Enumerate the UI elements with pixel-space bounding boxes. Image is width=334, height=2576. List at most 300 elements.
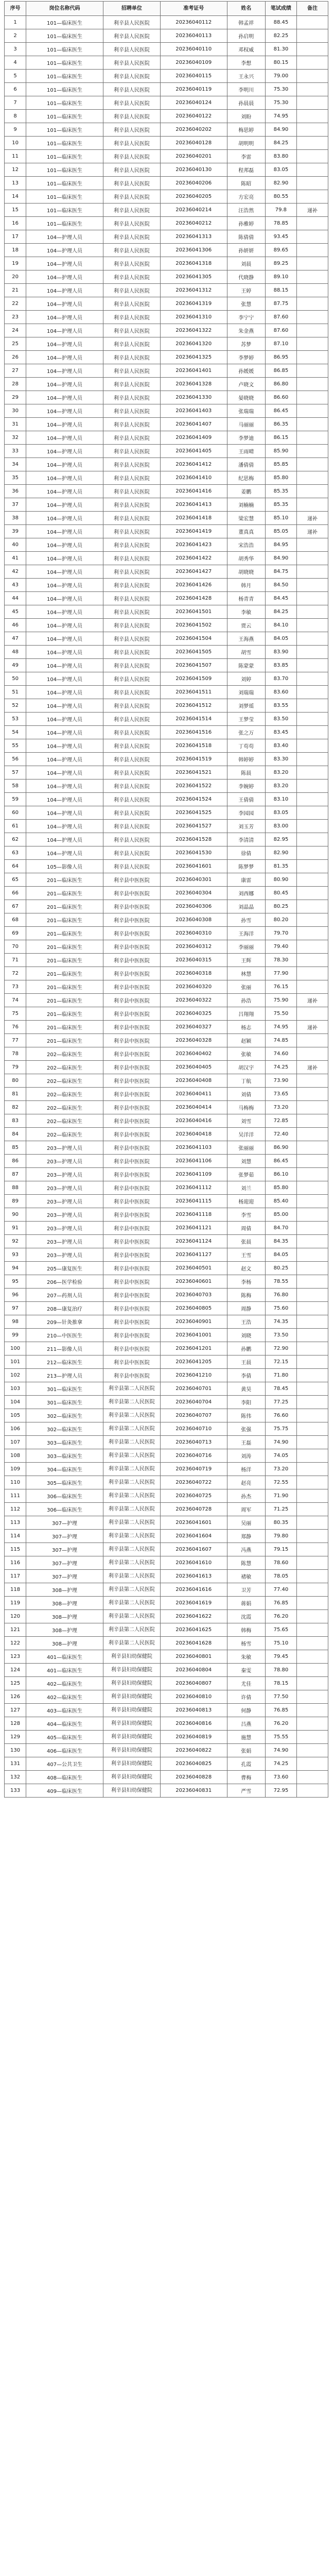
cell-seq: 97 bbox=[5, 1302, 26, 1315]
cell-position: 201—临床医生 bbox=[26, 940, 103, 954]
cell-note bbox=[296, 1583, 328, 1597]
cell-position: 407—公共卫生 bbox=[26, 1757, 103, 1771]
cell-note: 递补 bbox=[296, 512, 328, 525]
cell-unit: 利辛县人民医院 bbox=[103, 605, 160, 619]
cell-name: 吕燕 bbox=[227, 1717, 265, 1731]
table-row bbox=[5, 1597, 328, 1610]
cell-seq: 53 bbox=[5, 713, 26, 726]
cell-seq: 107 bbox=[5, 1436, 26, 1449]
table-row bbox=[5, 1476, 328, 1489]
cell-score: 78.45 bbox=[265, 1382, 296, 1396]
cell-unit: 利辛县中医医院 bbox=[103, 1208, 160, 1222]
cell-name: 李杨 bbox=[227, 1275, 265, 1289]
cell-ticket: 20236040704 bbox=[160, 1396, 227, 1409]
cell-ticket: 20236041325 bbox=[160, 351, 227, 364]
cell-ticket: 20236040828 bbox=[160, 1771, 227, 1784]
cell-name: 刘西娜 bbox=[227, 887, 265, 900]
table-row bbox=[5, 619, 328, 632]
table-row bbox=[5, 351, 328, 364]
cell-name: 李雪 bbox=[227, 1208, 265, 1222]
cell-seq: 75 bbox=[5, 1007, 26, 1021]
cell-note bbox=[296, 1543, 328, 1556]
cell-score: 81.35 bbox=[265, 860, 296, 873]
cell-position: 101—临床医生 bbox=[26, 177, 103, 190]
table-row bbox=[5, 1195, 328, 1208]
cell-seq: 89 bbox=[5, 1195, 26, 1208]
cell-seq: 131 bbox=[5, 1757, 26, 1771]
cell-position: 101—临床医生 bbox=[26, 150, 103, 163]
cell-ticket: 20236041328 bbox=[160, 378, 227, 391]
cell-note bbox=[296, 83, 328, 96]
cell-name: 刘楠楠 bbox=[227, 498, 265, 512]
cell-position: 104—护理人员 bbox=[26, 565, 103, 579]
cell-ticket: 20236041512 bbox=[160, 699, 227, 713]
cell-name: 丁苟苟 bbox=[227, 739, 265, 753]
cell-unit: 利辛县人民医院 bbox=[103, 270, 160, 284]
cell-unit: 利辛县人民医院 bbox=[103, 16, 160, 29]
cell-seq: 15 bbox=[5, 204, 26, 217]
cell-unit: 利辛县第二人民医院 bbox=[103, 1436, 160, 1449]
table-row bbox=[5, 1275, 328, 1289]
cell-ticket: 20236040206 bbox=[160, 177, 227, 190]
cell-unit: 利辛县第二人民医院 bbox=[103, 1583, 160, 1597]
cell-seq: 36 bbox=[5, 485, 26, 498]
cell-unit: 利辛县中医医院 bbox=[103, 1222, 160, 1235]
cell-ticket: 20236040825 bbox=[160, 1757, 227, 1771]
cell-unit: 利辛县人民医院 bbox=[103, 753, 160, 766]
cell-score: 81.30 bbox=[265, 43, 296, 56]
cell-name: 李想 bbox=[227, 56, 265, 70]
cell-seq: 93 bbox=[5, 1248, 26, 1262]
cell-seq: 45 bbox=[5, 605, 26, 619]
table-row bbox=[5, 967, 328, 980]
cell-ticket: 20236041121 bbox=[160, 1222, 227, 1235]
cell-note bbox=[296, 873, 328, 887]
cell-position: 307—护理 bbox=[26, 1543, 103, 1556]
cell-score: 79.40 bbox=[265, 940, 296, 954]
table-row bbox=[5, 1717, 328, 1731]
cell-position: 104—护理人员 bbox=[26, 726, 103, 739]
cell-ticket: 20236041410 bbox=[160, 471, 227, 485]
cell-name: 刘慧 bbox=[227, 1155, 265, 1168]
cell-ticket: 20236040713 bbox=[160, 1436, 227, 1449]
cell-ticket: 20236040115 bbox=[160, 70, 227, 83]
cell-note bbox=[296, 1704, 328, 1717]
cell-position: 104—护理人员 bbox=[26, 257, 103, 270]
cell-ticket: 20236041210 bbox=[160, 1369, 227, 1382]
cell-note bbox=[296, 1289, 328, 1302]
cell-name: 严雪 bbox=[227, 1784, 265, 1798]
cell-unit: 利辛县中医医院 bbox=[103, 994, 160, 1007]
cell-name: 李园园 bbox=[227, 806, 265, 820]
cell-note bbox=[296, 980, 328, 994]
cell-position: 401—临床医生 bbox=[26, 1664, 103, 1677]
cell-position: 308—护理 bbox=[26, 1610, 103, 1623]
cell-ticket: 20236041522 bbox=[160, 779, 227, 793]
cell-note: 递补 bbox=[296, 525, 328, 538]
cell-score: 83.55 bbox=[265, 699, 296, 713]
cell-ticket: 20236040822 bbox=[160, 1744, 227, 1757]
cell-note bbox=[296, 1449, 328, 1463]
cell-name: 陈慧 bbox=[227, 1556, 265, 1570]
cell-seq: 76 bbox=[5, 1021, 26, 1034]
cell-name: 赵颖 bbox=[227, 1034, 265, 1047]
table-row bbox=[5, 230, 328, 244]
cell-unit: 利辛县妇幼保健院 bbox=[103, 1744, 160, 1757]
cell-note bbox=[296, 1637, 328, 1650]
cell-name: 梅思婷 bbox=[227, 123, 265, 137]
table-row bbox=[5, 525, 328, 538]
cell-ticket: 20236040301 bbox=[160, 873, 227, 887]
cell-ticket: 20236041403 bbox=[160, 404, 227, 418]
cell-ticket: 20236041622 bbox=[160, 1610, 227, 1623]
cell-seq: 96 bbox=[5, 1289, 26, 1302]
cell-seq: 71 bbox=[5, 954, 26, 967]
cell-unit: 利辛县中医医院 bbox=[103, 1329, 160, 1342]
cell-unit: 利辛县第二人民医院 bbox=[103, 1409, 160, 1422]
cell-seq: 111 bbox=[5, 1489, 26, 1503]
table-row bbox=[5, 1677, 328, 1690]
cell-name: 纪思梅 bbox=[227, 471, 265, 485]
cell-ticket: 20236041625 bbox=[160, 1623, 227, 1637]
cell-position: 206—医学检验 bbox=[26, 1275, 103, 1289]
cell-score: 78.60 bbox=[265, 1556, 296, 1570]
cell-seq: 98 bbox=[5, 1315, 26, 1329]
cell-name: 王雪 bbox=[227, 1248, 265, 1262]
table-row bbox=[5, 552, 328, 565]
cell-name: 邓权威 bbox=[227, 43, 265, 56]
cell-note bbox=[296, 311, 328, 324]
cell-seq: 105 bbox=[5, 1409, 26, 1422]
cell-ticket: 20236040414 bbox=[160, 1101, 227, 1114]
table-row bbox=[5, 1489, 328, 1503]
cell-unit: 利辛县人民医院 bbox=[103, 498, 160, 512]
cell-position: 104—护理人员 bbox=[26, 351, 103, 364]
cell-ticket: 20236041109 bbox=[160, 1168, 227, 1181]
cell-ticket: 20236040308 bbox=[160, 913, 227, 927]
cell-score: 83.05 bbox=[265, 806, 296, 820]
cell-position: 101—临床医生 bbox=[26, 137, 103, 150]
cell-note bbox=[296, 739, 328, 753]
cell-name: 孙启明 bbox=[227, 29, 265, 43]
cell-ticket: 20236040703 bbox=[160, 1289, 227, 1302]
cell-position: 308—护理 bbox=[26, 1597, 103, 1610]
cell-note bbox=[296, 565, 328, 579]
cell-note bbox=[296, 699, 328, 713]
cell-seq: 99 bbox=[5, 1329, 26, 1342]
cell-seq: 86 bbox=[5, 1155, 26, 1168]
cell-unit: 利辛县人民医院 bbox=[103, 110, 160, 123]
cell-position: 104—护理人员 bbox=[26, 431, 103, 445]
cell-score: 89.25 bbox=[265, 257, 296, 270]
cell-note bbox=[296, 1409, 328, 1422]
cell-unit: 利辛县人民医院 bbox=[103, 646, 160, 659]
cell-note bbox=[296, 70, 328, 83]
cell-ticket: 20236041628 bbox=[160, 1637, 227, 1650]
cell-ticket: 20236041519 bbox=[160, 753, 227, 766]
cell-note bbox=[296, 860, 328, 873]
cell-name: 张慧 bbox=[227, 297, 265, 311]
cell-note bbox=[296, 552, 328, 565]
cell-seq: 27 bbox=[5, 364, 26, 378]
cell-name: 王梦莹 bbox=[227, 713, 265, 726]
cell-score: 85.10 bbox=[265, 512, 296, 525]
cell-ticket: 20236040202 bbox=[160, 123, 227, 137]
table-row bbox=[5, 1369, 328, 1382]
table-row bbox=[5, 110, 328, 123]
cell-unit: 利辛县中医医院 bbox=[103, 967, 160, 980]
cell-name: 孙雪 bbox=[227, 913, 265, 927]
cell-ticket: 20236041409 bbox=[160, 431, 227, 445]
cell-seq: 32 bbox=[5, 431, 26, 445]
cell-position: 205—康复医生 bbox=[26, 1262, 103, 1275]
cell-note bbox=[296, 632, 328, 646]
cell-note bbox=[296, 1382, 328, 1396]
table-row bbox=[5, 1302, 328, 1315]
cell-seq: 77 bbox=[5, 1034, 26, 1047]
cell-note bbox=[296, 485, 328, 498]
cell-ticket: 20236041423 bbox=[160, 538, 227, 552]
cell-name: 赵亮 bbox=[227, 1476, 265, 1489]
cell-note bbox=[296, 766, 328, 779]
cell-note bbox=[296, 779, 328, 793]
cell-seq: 38 bbox=[5, 512, 26, 525]
cell-unit: 利辛县中医医院 bbox=[103, 1235, 160, 1248]
cell-seq: 101 bbox=[5, 1355, 26, 1369]
cell-note bbox=[296, 1141, 328, 1155]
cell-unit: 利辛县人民医院 bbox=[103, 123, 160, 137]
cell-name: 徐倩 bbox=[227, 846, 265, 860]
cell-seq: 35 bbox=[5, 471, 26, 485]
table-row bbox=[5, 204, 328, 217]
cell-name: 周倩 bbox=[227, 1222, 265, 1235]
cell-name: 陈梅 bbox=[227, 1289, 265, 1302]
cell-unit: 利辛县第二人民医院 bbox=[103, 1623, 160, 1637]
cell-unit: 利辛县人民医院 bbox=[103, 83, 160, 96]
cell-ticket: 20236040128 bbox=[160, 137, 227, 150]
cell-note bbox=[296, 150, 328, 163]
cell-name: 马梅梅 bbox=[227, 1101, 265, 1114]
cell-unit: 利辛县中医医院 bbox=[103, 1262, 160, 1275]
cell-score: 82.90 bbox=[265, 177, 296, 190]
cell-note bbox=[296, 418, 328, 431]
cell-ticket: 20236041320 bbox=[160, 337, 227, 351]
cell-score: 84.05 bbox=[265, 632, 296, 646]
cell-score: 79.45 bbox=[265, 1650, 296, 1664]
cell-note bbox=[296, 1771, 328, 1784]
table-row bbox=[5, 1141, 328, 1155]
cell-score: 89.10 bbox=[265, 270, 296, 284]
cell-ticket: 20236041610 bbox=[160, 1556, 227, 1570]
cell-name: 刘雪 bbox=[227, 1114, 265, 1128]
cell-unit: 利辛县妇幼保健院 bbox=[103, 1757, 160, 1771]
cell-score: 80.25 bbox=[265, 1262, 296, 1275]
cell-position: 104—护理人员 bbox=[26, 793, 103, 806]
cell-ticket: 20236041601 bbox=[160, 860, 227, 873]
cell-seq: 54 bbox=[5, 726, 26, 739]
cell-note bbox=[296, 1355, 328, 1369]
cell-ticket: 20236040205 bbox=[160, 190, 227, 204]
cell-score: 85.35 bbox=[265, 498, 296, 512]
table-row bbox=[5, 1503, 328, 1516]
cell-ticket: 20236040418 bbox=[160, 1128, 227, 1141]
cell-name: 梁宏慧 bbox=[227, 512, 265, 525]
cell-seq: 69 bbox=[5, 927, 26, 940]
cell-unit: 利辛县中医医院 bbox=[103, 1181, 160, 1195]
cell-unit: 利辛县中医医院 bbox=[103, 954, 160, 967]
cell-unit: 利辛县第二人民医院 bbox=[103, 1543, 160, 1556]
cell-position: 104—护理人员 bbox=[26, 230, 103, 244]
cell-ticket: 20236041124 bbox=[160, 1235, 227, 1248]
cell-name: 尤佳 bbox=[227, 1677, 265, 1690]
cell-note bbox=[296, 672, 328, 686]
cell-seq: 30 bbox=[5, 404, 26, 418]
cell-ticket: 20236040701 bbox=[160, 1382, 227, 1396]
cell-ticket: 20236040320 bbox=[160, 980, 227, 994]
cell-score: 86.85 bbox=[265, 364, 296, 378]
cell-position: 307—护理 bbox=[26, 1570, 103, 1583]
cell-note bbox=[296, 659, 328, 672]
cell-position: 104—护理人员 bbox=[26, 713, 103, 726]
cell-ticket: 20236041524 bbox=[160, 793, 227, 806]
cell-ticket: 20236040719 bbox=[160, 1463, 227, 1476]
cell-position: 104—护理人员 bbox=[26, 297, 103, 311]
cell-name: 刘晓 bbox=[227, 1329, 265, 1342]
cell-name: 孙雅婷 bbox=[227, 217, 265, 230]
cell-score: 87.60 bbox=[265, 324, 296, 337]
cell-score: 85.35 bbox=[265, 485, 296, 498]
cell-seq: 133 bbox=[5, 1784, 26, 1798]
cell-ticket: 20236041504 bbox=[160, 632, 227, 646]
cell-score: 73.20 bbox=[265, 1463, 296, 1476]
cell-seq: 106 bbox=[5, 1422, 26, 1436]
table-row bbox=[5, 592, 328, 605]
cell-position: 203—护理人员 bbox=[26, 1208, 103, 1222]
cell-name: 杨迎迎 bbox=[227, 1195, 265, 1208]
table-row bbox=[5, 1422, 328, 1436]
cell-score: 75.30 bbox=[265, 83, 296, 96]
cell-unit: 利辛县中医医院 bbox=[103, 1195, 160, 1208]
cell-seq: 70 bbox=[5, 940, 26, 954]
table-row bbox=[5, 1315, 328, 1329]
table-row bbox=[5, 1570, 328, 1583]
cell-unit: 利辛县人民医院 bbox=[103, 860, 160, 873]
cell-position: 104—护理人员 bbox=[26, 311, 103, 324]
cell-unit: 利辛县人民医院 bbox=[103, 284, 160, 297]
cell-score: 82.95 bbox=[265, 833, 296, 846]
cell-note bbox=[296, 431, 328, 445]
cell-score: 83.05 bbox=[265, 163, 296, 177]
cell-score: 84.75 bbox=[265, 565, 296, 579]
cell-seq: 117 bbox=[5, 1570, 26, 1583]
cell-name: 韩婷婷 bbox=[227, 753, 265, 766]
cell-name: 刘梦瑶 bbox=[227, 699, 265, 713]
cell-seq: 119 bbox=[5, 1597, 26, 1610]
cell-note bbox=[296, 56, 328, 70]
cell-note bbox=[296, 244, 328, 257]
cell-seq: 59 bbox=[5, 793, 26, 806]
cell-ticket: 20236040810 bbox=[160, 1690, 227, 1704]
cell-position: 104—护理人员 bbox=[26, 646, 103, 659]
cell-score: 86.45 bbox=[265, 1155, 296, 1168]
cell-score: 83.90 bbox=[265, 646, 296, 659]
cell-unit: 利辛县人民医院 bbox=[103, 96, 160, 110]
cell-ticket: 20236041319 bbox=[160, 297, 227, 311]
cell-score: 76.85 bbox=[265, 1597, 296, 1610]
cell-score: 79.00 bbox=[265, 70, 296, 83]
cell-score: 84.90 bbox=[265, 552, 296, 565]
cell-seq: 126 bbox=[5, 1690, 26, 1704]
cell-position: 104—护理人员 bbox=[26, 699, 103, 713]
cell-name: 李清清 bbox=[227, 833, 265, 846]
cell-name: 李敏 bbox=[227, 605, 265, 619]
cell-position: 101—临床医生 bbox=[26, 83, 103, 96]
cell-score: 73.90 bbox=[265, 1074, 296, 1088]
cell-note bbox=[296, 538, 328, 552]
cell-note bbox=[296, 726, 328, 739]
cell-ticket: 20236040214 bbox=[160, 204, 227, 217]
cell-name: 刘倩 bbox=[227, 1088, 265, 1101]
cell-ticket: 20236040322 bbox=[160, 994, 227, 1007]
cell-name: 赵文 bbox=[227, 1262, 265, 1275]
cell-note bbox=[296, 686, 328, 699]
cell-score: 85.90 bbox=[265, 445, 296, 458]
cell-unit: 利辛县第二人民医院 bbox=[103, 1530, 160, 1543]
cell-score: 75.50 bbox=[265, 1007, 296, 1021]
cell-ticket: 20236040306 bbox=[160, 900, 227, 913]
table-row bbox=[5, 833, 328, 846]
cell-position: 306—临床医生 bbox=[26, 1489, 103, 1503]
table-row bbox=[5, 1155, 328, 1168]
cell-unit: 利辛县妇幼保健院 bbox=[103, 1784, 160, 1798]
cell-seq: 16 bbox=[5, 217, 26, 230]
cell-unit: 利辛县人民医院 bbox=[103, 739, 160, 753]
cell-score: 80.90 bbox=[265, 873, 296, 887]
cell-name: 吴丽 bbox=[227, 1516, 265, 1530]
cell-note bbox=[296, 1677, 328, 1690]
cell-note bbox=[296, 1235, 328, 1248]
cell-name: 刘瑞瑞 bbox=[227, 686, 265, 699]
cell-position: 308—护理 bbox=[26, 1637, 103, 1650]
cell-note bbox=[296, 753, 328, 766]
cell-seq: 48 bbox=[5, 646, 26, 659]
cell-unit: 利辛县人民医院 bbox=[103, 552, 160, 565]
cell-score: 77.40 bbox=[265, 1583, 296, 1597]
cell-note bbox=[296, 1610, 328, 1623]
cell-unit: 利辛县人民医院 bbox=[103, 471, 160, 485]
cell-ticket: 20236041511 bbox=[160, 686, 227, 699]
cell-name: 潘倩倩 bbox=[227, 458, 265, 471]
cell-name: 朱敏 bbox=[227, 1650, 265, 1664]
cell-unit: 利辛县中医医院 bbox=[103, 1369, 160, 1382]
cell-unit: 利辛县人民医院 bbox=[103, 163, 160, 177]
cell-seq: 74 bbox=[5, 994, 26, 1007]
table-row bbox=[5, 471, 328, 485]
cell-unit: 利辛县妇幼保健院 bbox=[103, 1664, 160, 1677]
cell-ticket: 20236041502 bbox=[160, 619, 227, 632]
cell-unit: 利辛县中医医院 bbox=[103, 980, 160, 994]
cell-unit: 利辛县中医医院 bbox=[103, 1355, 160, 1369]
cell-position: 101—临床医生 bbox=[26, 204, 103, 217]
cell-note bbox=[296, 619, 328, 632]
cell-ticket: 20236041428 bbox=[160, 592, 227, 605]
cell-ticket: 20236040728 bbox=[160, 1503, 227, 1516]
cell-position: 207—药剂人员 bbox=[26, 1289, 103, 1302]
cell-unit: 利辛县人民医院 bbox=[103, 230, 160, 244]
cell-name: 李梦婷 bbox=[227, 351, 265, 364]
cell-name: 王雨晴 bbox=[227, 445, 265, 458]
cell-note bbox=[296, 217, 328, 230]
